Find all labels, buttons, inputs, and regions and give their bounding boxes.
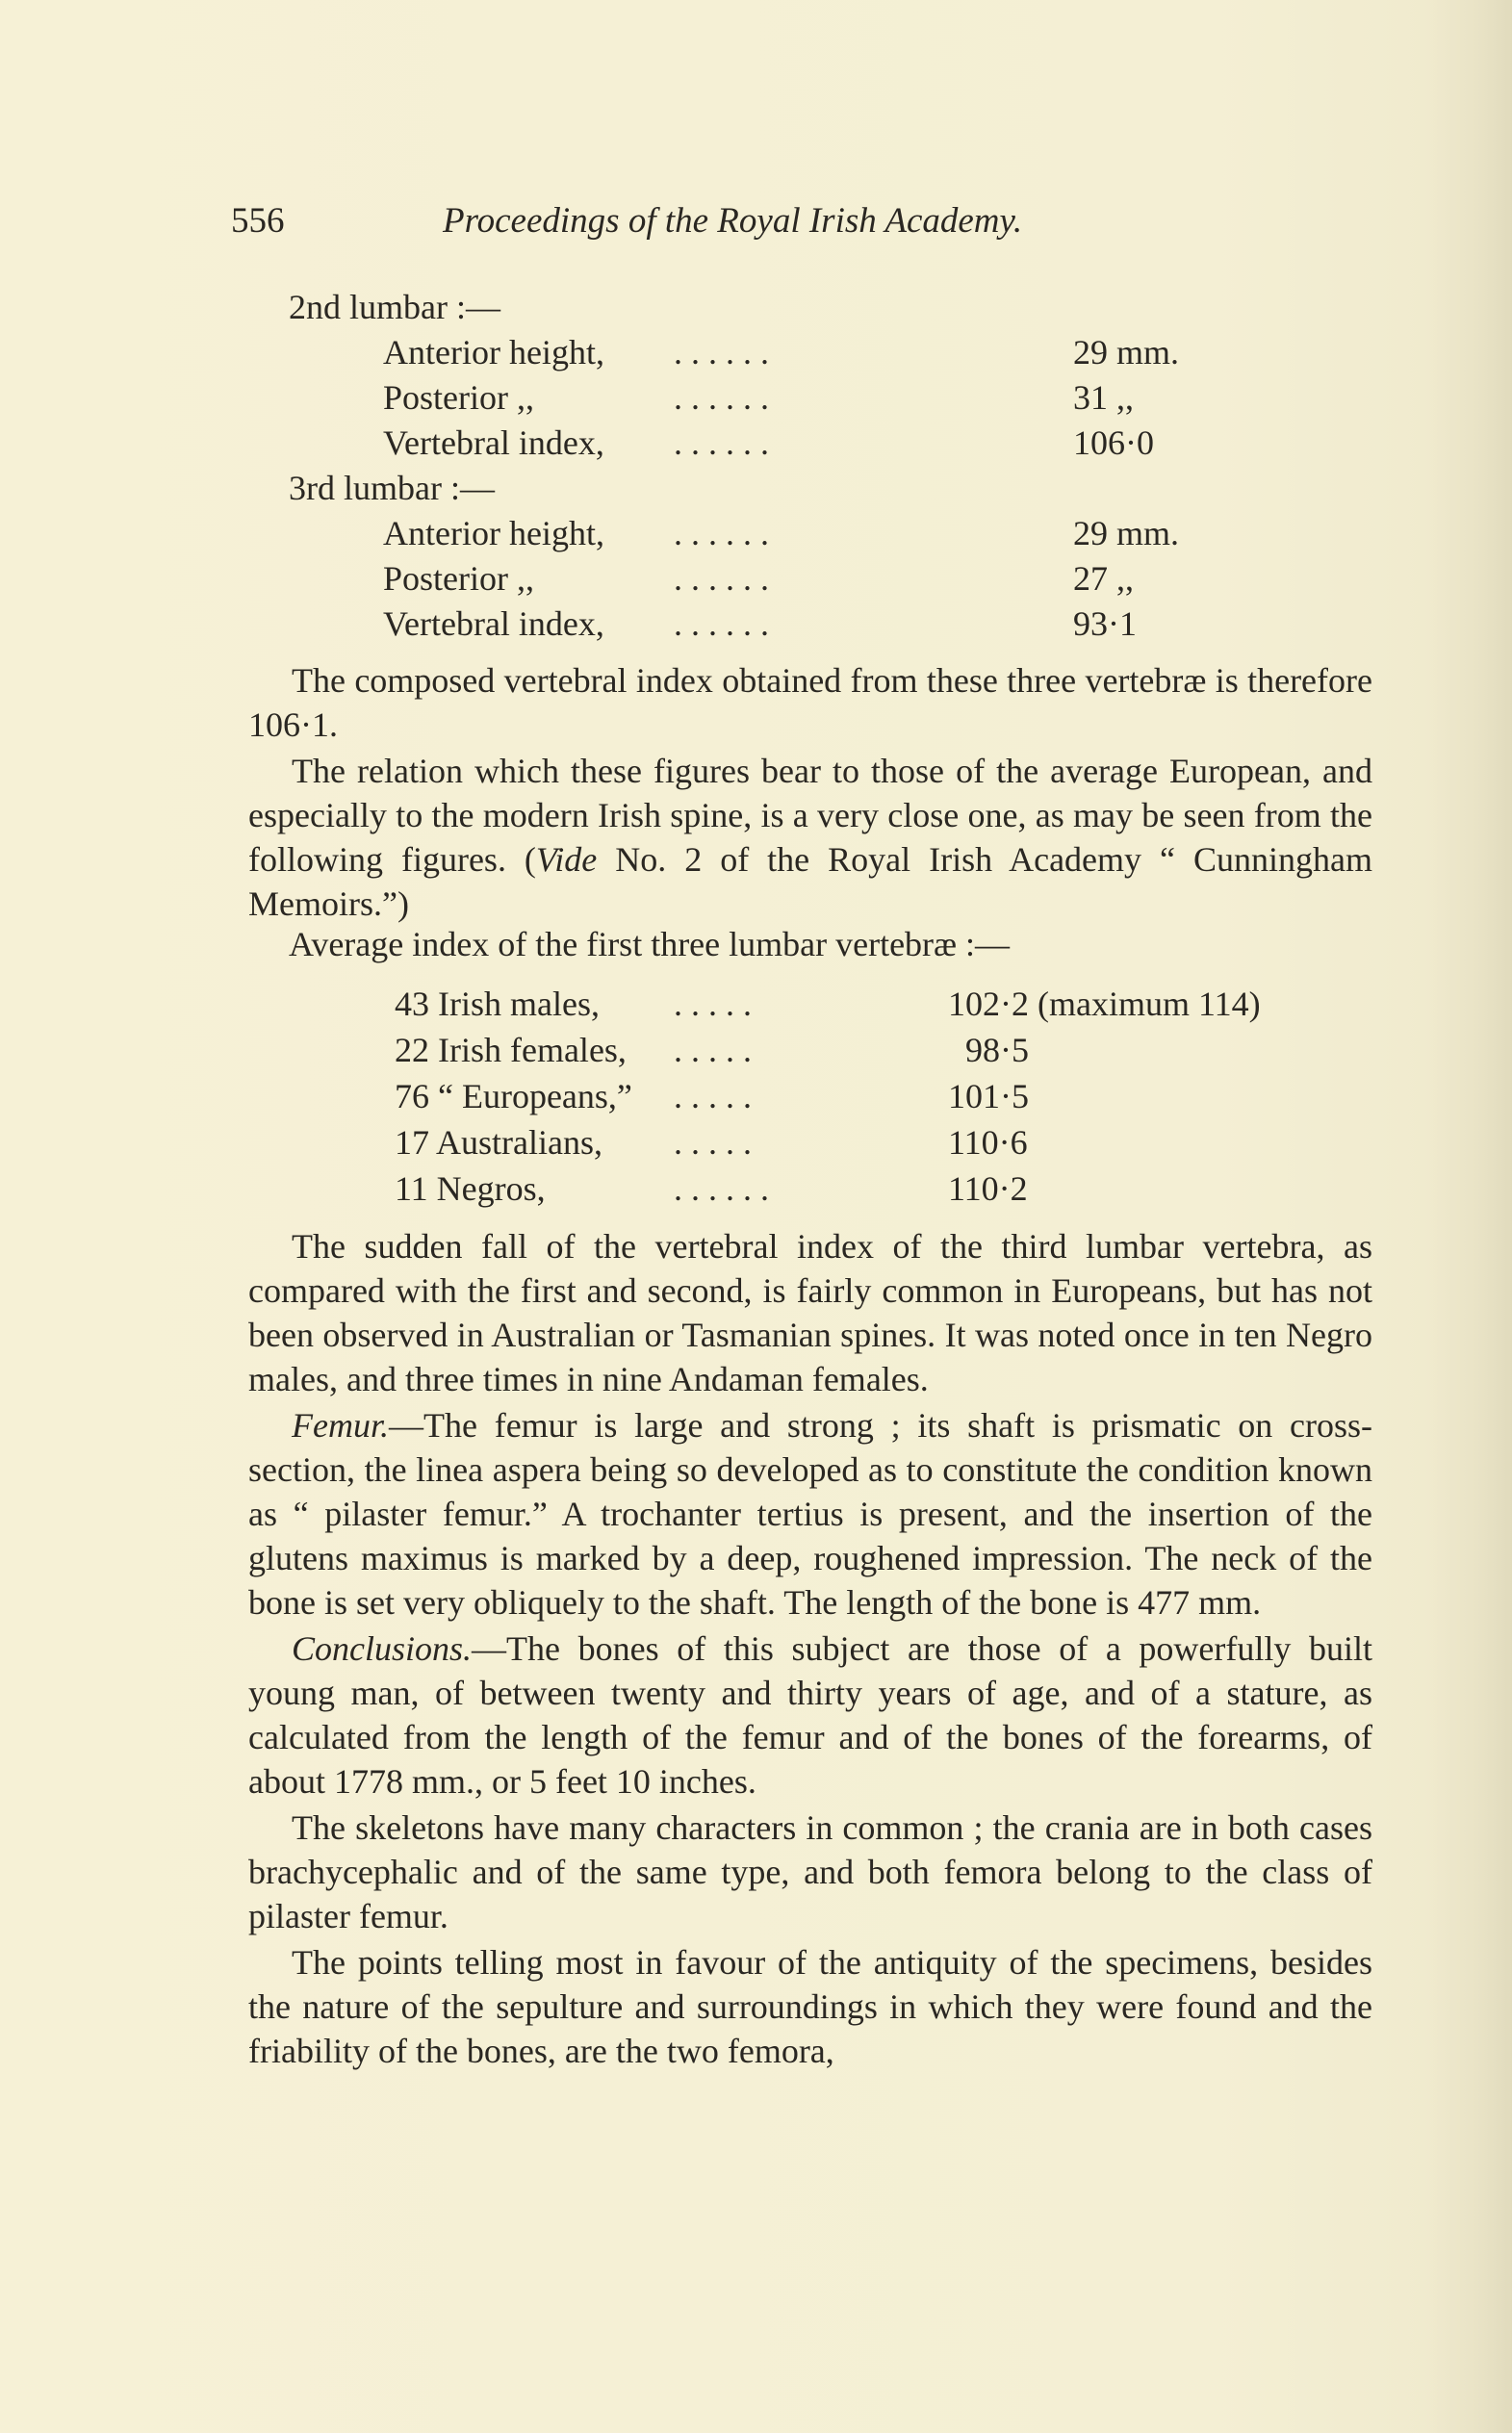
lumbar3-row-label: Vertebral index, (383, 604, 604, 643)
table-row-value: 110·6 (948, 1123, 1028, 1162)
table-row-label: 22 Irish females, (395, 1031, 627, 1069)
leader-dots: . . . . . (674, 985, 752, 1023)
italic-run: Vide (535, 840, 598, 879)
lumbar3-row-label: Anterior height, (383, 514, 604, 552)
journal-title: Proceedings of the Royal Irish Academy. (443, 201, 1023, 241)
text-run: No. 2 of the Royal Irish Academy “ Cunningham Memoirs.”) (248, 840, 1372, 923)
paragraph: The sudden fall of the vertebral index of the third lumbar vertebra, as compared with the first and second, is fairly common in Europeans, but has not been observed in Australian or Tasmanian spines. It was noted once in ten Negro males, and three times in nine Andaman females. (248, 1227, 1372, 1398)
lumbar3-row-label: Posterior ,, (383, 559, 534, 598)
italic-heading: Femur. (292, 1406, 389, 1445)
leader-dots: . . . . . . (674, 378, 769, 417)
body-text-lower (248, 1224, 1372, 2073)
leader-dots: . . . . . . (674, 333, 769, 371)
leader-dots: . . . . . . (674, 559, 769, 598)
paragraph (248, 749, 1372, 926)
leader-dots: . . . . . . (674, 604, 769, 643)
italic-heading: Conclusions. (292, 1629, 473, 1668)
paragraph (248, 1626, 1372, 1804)
table-row-label: 17 Australians, (395, 1123, 602, 1162)
lumbar2-row-label: Anterior height, (383, 333, 604, 371)
lumbar2-heading: 2nd lumbar :— (289, 288, 500, 326)
table-row-value: 98·5 (965, 1031, 1029, 1069)
table-row-value: 101·5 (948, 1077, 1029, 1115)
lumbar2-row-value: 31 ,, (1073, 378, 1134, 417)
lumbar3-row-value: 93·1 (1073, 604, 1137, 643)
leader-dots: . . . . . . (674, 423, 769, 462)
text-run: The relation which these figures bear to those of the average European, and especially to the modern Irish spine, is a very close one, as may be seen from the following figures. ( (248, 752, 1372, 879)
leader-dots: . . . . . . (674, 1169, 769, 1208)
paragraph: The composed vertebral index obtained from these three vertebræ is therefore 106·1. (248, 661, 1372, 744)
leader-dots: . . . . . . (674, 514, 769, 552)
table-row-label: 11 Negros, (395, 1169, 546, 1208)
lumbar2-row-value: 106·0 (1073, 423, 1154, 462)
leader-dots: . . . . . (674, 1077, 752, 1115)
page-edge (1425, 0, 1512, 2433)
text-run: —The femur is large and strong ; its shaft is prismatic on cross-section, the linea aspera being so developed as to constitute the condition known as “ pilaster femur.” A trochanter tertius is present, and the insertion of the glutens maximus is marked by a deep, roughened impression. The neck of the bone is set very obliquely to the shaft. The length of the bone is 477 mm. (248, 1406, 1372, 1622)
text-run: —The bones of this subject are those of a powerfully built young man, of between twenty and thirty years of age, and of a stature, as calculated from the length of the femur and of the bones of the forearms, of about 1778 mm., or 5 feet 10 inches. (248, 1629, 1372, 1801)
table-row-value: 102·2 (maximum 114) (948, 985, 1261, 1023)
lumbar3-row-value: 29 mm. (1073, 514, 1180, 552)
body-text-upper (248, 658, 1372, 926)
table-row-value: 110·2 (948, 1169, 1028, 1208)
table-row-label: 43 Irish males, (395, 985, 600, 1023)
page-number: 556 (231, 201, 285, 241)
paragraph (248, 1403, 1372, 1625)
leader-dots: . . . . . (674, 1123, 752, 1162)
lumbar2-row-value: 29 mm. (1073, 333, 1180, 371)
lumbar3-row-value: 27 ,, (1073, 559, 1134, 598)
leader-dots: . . . . . (674, 1031, 752, 1069)
lumbar2-row-label: Posterior ,, (383, 378, 534, 417)
page-header (231, 200, 1193, 258)
paragraph: The skeletons have many characters in common ; the crania are in both cases brachycephalic and of the same type, and both femora belong to the class of pilaster femur. (248, 1808, 1372, 1935)
table-row-label: 76 “ Europeans,” (395, 1077, 632, 1115)
lumbar2-row-label: Vertebral index, (383, 423, 604, 462)
lumbar3-heading: 3rd lumbar :— (289, 469, 495, 507)
paragraph: The points telling most in favour of the antiquity of the specimens, besides the nature of the sepulture and surroundings in which they were found and the friability of the bones, are the two femora, (248, 1943, 1372, 2070)
average-heading: Average index of the first three lumbar vertebræ :— (289, 925, 1011, 963)
